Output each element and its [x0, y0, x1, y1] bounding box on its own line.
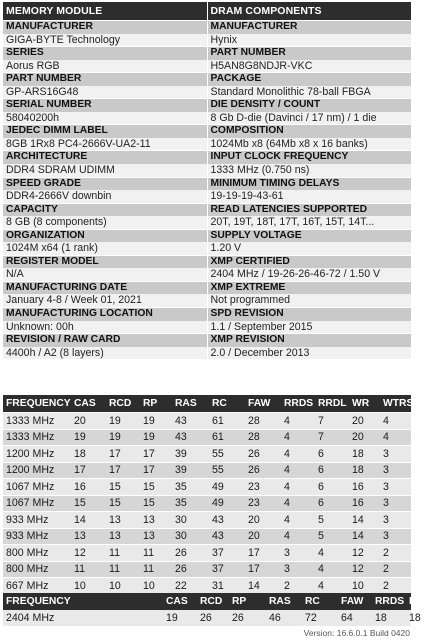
timing-cell: 1067 MHz [3, 495, 71, 512]
timing-cell: 19 [140, 413, 172, 430]
timing-cell: 13 [106, 512, 140, 529]
timing-cell: 17 [245, 545, 281, 562]
timing-cell: 28 [245, 413, 281, 430]
memory-module-field [3, 150, 207, 176]
timing-table-header [3, 395, 411, 413]
timing-cell: 43 [209, 512, 245, 529]
timing-cell: 933 MHz [3, 528, 71, 545]
timing-row [3, 495, 411, 512]
timing-cell: 17 [245, 561, 281, 578]
xmp-header-cell [71, 593, 163, 610]
timing-cell: 10 [106, 578, 140, 594]
timing-cell: 15 [140, 495, 172, 512]
memory-module-field-value: DDR4 SDRAM UDIMM [3, 164, 207, 177]
memory-module-field-value: Unknown: 00h [3, 321, 207, 334]
timing-cell: 6 [315, 495, 349, 512]
timing-cell: 800 MHz [3, 545, 71, 562]
timing-cell: 11 [140, 545, 172, 562]
timing-header-cell: RRDL [315, 395, 349, 413]
memory-module-field-label: SERIAL NUMBER [3, 99, 207, 112]
dram-components-field [208, 307, 412, 333]
timing-cell: 20 [349, 413, 380, 430]
dram-components-field-label: XMP CERTIFIED [208, 256, 412, 269]
timing-cell: 26 [245, 462, 281, 479]
timing-cell: 10 [71, 578, 106, 594]
timing-header-cell: CAS [71, 395, 106, 413]
timing-row [3, 479, 411, 496]
timing-cell: 17 [140, 462, 172, 479]
timing-cell: 15 [71, 495, 106, 512]
timing-header-cell: FREQUENCY [3, 395, 71, 413]
timing-row [3, 413, 411, 430]
dram-components-field-value: 1.20 V [208, 242, 412, 255]
xmp-cell: 26 [197, 610, 229, 626]
timing-row [3, 429, 411, 446]
memory-module-column [3, 2, 208, 393]
timing-cell: 17 [140, 446, 172, 463]
timing-cell: 13 [71, 528, 106, 545]
timing-cell: 26 [172, 561, 209, 578]
dram-components-field-value: H5AN8G8NDJR-VKC [208, 60, 412, 73]
dram-components-field-value: Hynix [208, 34, 412, 47]
xmp-cell: 2404 MHz [3, 610, 71, 626]
timing-cell: 20 [71, 413, 106, 430]
timing-cell: 30 [172, 512, 209, 529]
timing-cell: 16 [349, 495, 380, 512]
memory-module-field-value: Aorus RGB [3, 60, 207, 73]
timing-cell: 3 [380, 479, 411, 496]
timing-cell: 6 [315, 462, 349, 479]
timing-cell: 1333 MHz [3, 413, 71, 430]
xmp-header-cell: RCD [197, 593, 229, 610]
timing-cell: 14 [349, 512, 380, 529]
timing-cell: 5 [315, 528, 349, 545]
dram-components-field-label: SPD REVISION [208, 308, 412, 321]
timing-cell: 19 [140, 429, 172, 446]
timing-cell: 4 [281, 429, 315, 446]
dram-components-field [208, 333, 412, 359]
dram-components-field [208, 150, 412, 176]
dram-components-field [208, 255, 412, 281]
timing-header-cell: RAS [172, 395, 209, 413]
timing-cell: 4 [380, 429, 411, 446]
timing-cell: 1200 MHz [3, 462, 71, 479]
timing-row [3, 446, 411, 463]
timing-cell: 2 [380, 561, 411, 578]
timing-cell: 17 [71, 462, 106, 479]
timing-cell: 3 [281, 561, 315, 578]
version-label: Version: 16.6.0.1 Build 0420 [303, 628, 410, 638]
timing-cell: 35 [172, 495, 209, 512]
timing-cell: 7 [315, 429, 349, 446]
xmp-cell: 46 [266, 610, 302, 626]
timing-cell: 4 [315, 578, 349, 594]
timing-header-cell: FAW [245, 395, 281, 413]
timing-row [3, 512, 411, 529]
timing-cell: 19 [106, 429, 140, 446]
memory-module-field-label: ARCHITECTURE [3, 151, 207, 164]
timing-row [3, 528, 411, 545]
timing-cell: 13 [140, 512, 172, 529]
timing-cell: 2 [281, 578, 315, 594]
timing-cell: 1333 MHz [3, 429, 71, 446]
timing-cell: 667 MHz [3, 578, 71, 594]
dram-components-field-value: Not programmed [208, 294, 412, 307]
memory-module-field [3, 72, 207, 98]
timing-cell: 55 [209, 462, 245, 479]
dram-components-field [208, 98, 412, 124]
xmp-header-cell: CAS [163, 593, 197, 610]
dram-components-field-label: XMP EXTREME [208, 282, 412, 295]
timing-cell: 55 [209, 446, 245, 463]
dram-components-field-label: COMPOSITION [208, 125, 412, 138]
timing-header-cell: RC [209, 395, 245, 413]
timing-row [3, 462, 411, 479]
xmp-cell: 64 [338, 610, 372, 626]
timing-cell: 39 [172, 446, 209, 463]
timing-cell: 13 [140, 528, 172, 545]
memory-module-field-label: REVISION / RAW CARD [3, 334, 207, 347]
dram-components-field [208, 281, 412, 307]
memory-module-field-value: 58040200h [3, 112, 207, 125]
memory-module-field [3, 307, 207, 333]
timing-cell: 7 [315, 413, 349, 430]
memory-module-field-value: January 4-8 / Week 01, 2021 [3, 294, 207, 307]
timing-cell: 18 [349, 462, 380, 479]
memory-module-field-value: 4400h / A2 (8 layers) [3, 347, 207, 360]
timing-cell: 15 [140, 479, 172, 496]
dram-components-field [208, 72, 412, 98]
memory-module-field [3, 98, 207, 124]
memory-module-field-label: SERIES [3, 47, 207, 60]
timing-cell: 23 [245, 479, 281, 496]
timing-cell: 22 [172, 578, 209, 594]
timing-cell: 933 MHz [3, 512, 71, 529]
xmp-cell: 18 [406, 610, 411, 626]
timing-cell: 1067 MHz [3, 479, 71, 496]
timing-cell: 23 [245, 495, 281, 512]
timing-cell: 4 [380, 413, 411, 430]
memory-module-field [3, 333, 207, 359]
dram-components-field-value: Standard Monolithic 78-ball FBGA [208, 86, 412, 99]
memory-module-field-label: MANUFACTURER [3, 21, 207, 34]
dram-components-field [208, 124, 412, 150]
memory-module-field-label: SPEED GRADE [3, 178, 207, 191]
timing-cell: 4 [281, 495, 315, 512]
memory-module-field [3, 255, 207, 281]
timing-cell: 49 [209, 479, 245, 496]
timing-cell: 31 [209, 578, 245, 594]
timing-cell: 14 [349, 528, 380, 545]
dram-components-field-label: SUPPLY VOLTAGE [208, 230, 412, 243]
dram-components-field [208, 20, 412, 46]
timing-cell: 4 [281, 512, 315, 529]
timing-cell: 37 [209, 545, 245, 562]
xmp-header-cell: RC [302, 593, 338, 610]
memory-module-field [3, 229, 207, 255]
memory-module-field [3, 124, 207, 150]
xmp-cell [71, 610, 163, 626]
timing-cell: 26 [245, 446, 281, 463]
timing-cell: 4 [315, 561, 349, 578]
memory-module-field [3, 281, 207, 307]
dram-components-field-value: 2404 MHz / 19-26-26-46-72 / 1.50 V [208, 268, 412, 281]
timing-header-cell: WTRS [380, 395, 411, 413]
timing-cell: 11 [106, 545, 140, 562]
timing-cell: 4 [315, 545, 349, 562]
timing-cell: 2 [380, 545, 411, 562]
dram-components-field-label: PART NUMBER [208, 47, 412, 60]
xmp-header-cell: FAW [338, 593, 372, 610]
dram-components-field-label: PACKAGE [208, 73, 412, 86]
dram-components-field [208, 177, 412, 203]
timing-cell: 11 [140, 561, 172, 578]
timing-row [3, 561, 411, 578]
timing-cell: 16 [71, 479, 106, 496]
memory-module-field-value: GP-ARS16G48 [3, 86, 207, 99]
xmp-cell: 18 [372, 610, 406, 626]
xmp-header-cell: RRDS [372, 593, 406, 610]
timing-cell: 19 [71, 429, 106, 446]
timing-header-cell: RP [140, 395, 172, 413]
timing-cell: 3 [380, 528, 411, 545]
xmp-cell: 72 [302, 610, 338, 626]
memory-module-field-value: GIGA-BYTE Technology [3, 34, 207, 47]
timing-cell: 35 [172, 479, 209, 496]
timing-cell: 13 [106, 528, 140, 545]
dram-components-field-value: 1333 MHz (0.750 ns) [208, 164, 412, 177]
timing-cell: 16 [349, 479, 380, 496]
timing-cell: 2 [380, 578, 411, 594]
timing-cell: 49 [209, 495, 245, 512]
timing-cell: 28 [245, 429, 281, 446]
dram-components-field-label: READ LATENCIES SUPPORTED [208, 204, 412, 217]
timing-cell: 4 [281, 479, 315, 496]
dram-components-field-value: 2.0 / December 2013 [208, 347, 412, 360]
timing-cell: 43 [209, 528, 245, 545]
memory-module-field-label: REGISTER MODEL [3, 256, 207, 269]
xmp-header-cell: RRDL [406, 593, 411, 610]
timing-cell: 1200 MHz [3, 446, 71, 463]
timing-cell: 43 [172, 429, 209, 446]
timing-cell: 15 [106, 479, 140, 496]
timing-cell: 20 [245, 512, 281, 529]
timing-row [3, 545, 411, 562]
timing-cell: 4 [281, 413, 315, 430]
timing-header-cell: RCD [106, 395, 140, 413]
dram-components-field-value: 1024Mb x8 (64Mb x8 x 16 banks) [208, 138, 412, 151]
xmp-header-cell: FREQUENCY [3, 593, 71, 610]
memory-module-field [3, 46, 207, 72]
dram-components-field-label: INPUT CLOCK FREQUENCY [208, 151, 412, 164]
memory-module-field [3, 177, 207, 203]
xmp-table [3, 593, 438, 626]
xmp-cell: 19 [163, 610, 197, 626]
timing-cell: 12 [349, 561, 380, 578]
timing-header-cell: RRDS [281, 395, 315, 413]
timing-cell: 17 [106, 446, 140, 463]
timing-cell: 5 [315, 512, 349, 529]
timing-cell: 61 [209, 413, 245, 430]
dram-components-column [208, 2, 412, 393]
memory-module-field-label: CAPACITY [3, 204, 207, 217]
timing-cell: 18 [71, 446, 106, 463]
memory-module-field-value: 8 GB (8 components) [3, 216, 207, 229]
timing-cell: 6 [315, 446, 349, 463]
timing-cell: 4 [281, 462, 315, 479]
timing-cell: 3 [380, 462, 411, 479]
timing-cell: 10 [140, 578, 172, 594]
timing-cell: 11 [106, 561, 140, 578]
timing-cell: 3 [380, 446, 411, 463]
xmp-table-header [3, 593, 411, 610]
timing-table [3, 395, 414, 594]
dram-components-field-value: 19-19-19-43-61 [208, 190, 412, 203]
dram-components-field-label: DIE DENSITY / COUNT [208, 99, 412, 112]
timing-cell: 18 [349, 446, 380, 463]
dram-components-field [208, 46, 412, 72]
dram-components-field-value: 1.1 / September 2015 [208, 321, 412, 334]
memory-module-field-value: 1024M x64 (1 rank) [3, 242, 207, 255]
memory-module-field-label: MANUFACTURING LOCATION [3, 308, 207, 321]
dram-components-field-label: MINIMUM TIMING DELAYS [208, 178, 412, 191]
memory-module-field-label: JEDEC DIMM LABEL [3, 125, 207, 138]
timing-row [3, 578, 411, 594]
timing-cell: 26 [172, 545, 209, 562]
timing-cell: 4 [281, 528, 315, 545]
timing-cell: 20 [349, 429, 380, 446]
dram-components-field-label: MANUFACTURER [208, 21, 412, 34]
timing-cell: 12 [349, 545, 380, 562]
memory-module-field [3, 203, 207, 229]
memory-module-field [3, 20, 207, 46]
timing-cell: 20 [245, 528, 281, 545]
timing-cell: 3 [380, 495, 411, 512]
memory-module-field-label: MANUFACTURING DATE [3, 282, 207, 295]
timing-cell: 61 [209, 429, 245, 446]
timing-cell: 3 [281, 545, 315, 562]
memory-module-field-value: DDR4-2666V downbin [3, 190, 207, 203]
memory-module-header: MEMORY MODULE [3, 2, 207, 20]
dram-components-field-value: 20T, 19T, 18T, 17T, 16T, 15T, 14T... [208, 216, 412, 229]
timing-cell: 6 [315, 479, 349, 496]
timing-cell: 14 [245, 578, 281, 594]
xmp-header-cell: RP [229, 593, 266, 610]
dram-components-field-value: 8 Gb D-die (Davinci / 17 nm) / 1 die [208, 112, 412, 125]
memory-module-field-label: PART NUMBER [3, 73, 207, 86]
timing-cell: 800 MHz [3, 561, 71, 578]
memory-module-field-value: 8GB 1Rx8 PC4-2666V-UA2-11 [3, 138, 207, 151]
dram-components-header: DRAM COMPONENTS [208, 2, 412, 20]
timing-cell: 17 [106, 462, 140, 479]
timing-cell: 4 [281, 446, 315, 463]
memory-module-field-label: ORGANIZATION [3, 230, 207, 243]
dram-components-field [208, 203, 412, 229]
xmp-header-cell: RAS [266, 593, 302, 610]
dram-components-field [208, 229, 412, 255]
info-panel [3, 2, 411, 393]
timing-cell: 37 [209, 561, 245, 578]
timing-header-cell: WR [349, 395, 380, 413]
timing-cell: 39 [172, 462, 209, 479]
timing-cell: 15 [106, 495, 140, 512]
timing-cell: 10 [349, 578, 380, 594]
timing-cell: 19 [106, 413, 140, 430]
timing-cell: 12 [71, 545, 106, 562]
xmp-cell: 26 [229, 610, 266, 626]
xmp-table-row [3, 610, 411, 626]
timing-cell: 30 [172, 528, 209, 545]
timing-cell: 43 [172, 413, 209, 430]
timing-cell: 11 [71, 561, 106, 578]
timing-cell: 14 [71, 512, 106, 529]
dram-components-field-label: XMP REVISION [208, 334, 412, 347]
timing-cell: 3 [380, 512, 411, 529]
memory-module-field-value: N/A [3, 268, 207, 281]
